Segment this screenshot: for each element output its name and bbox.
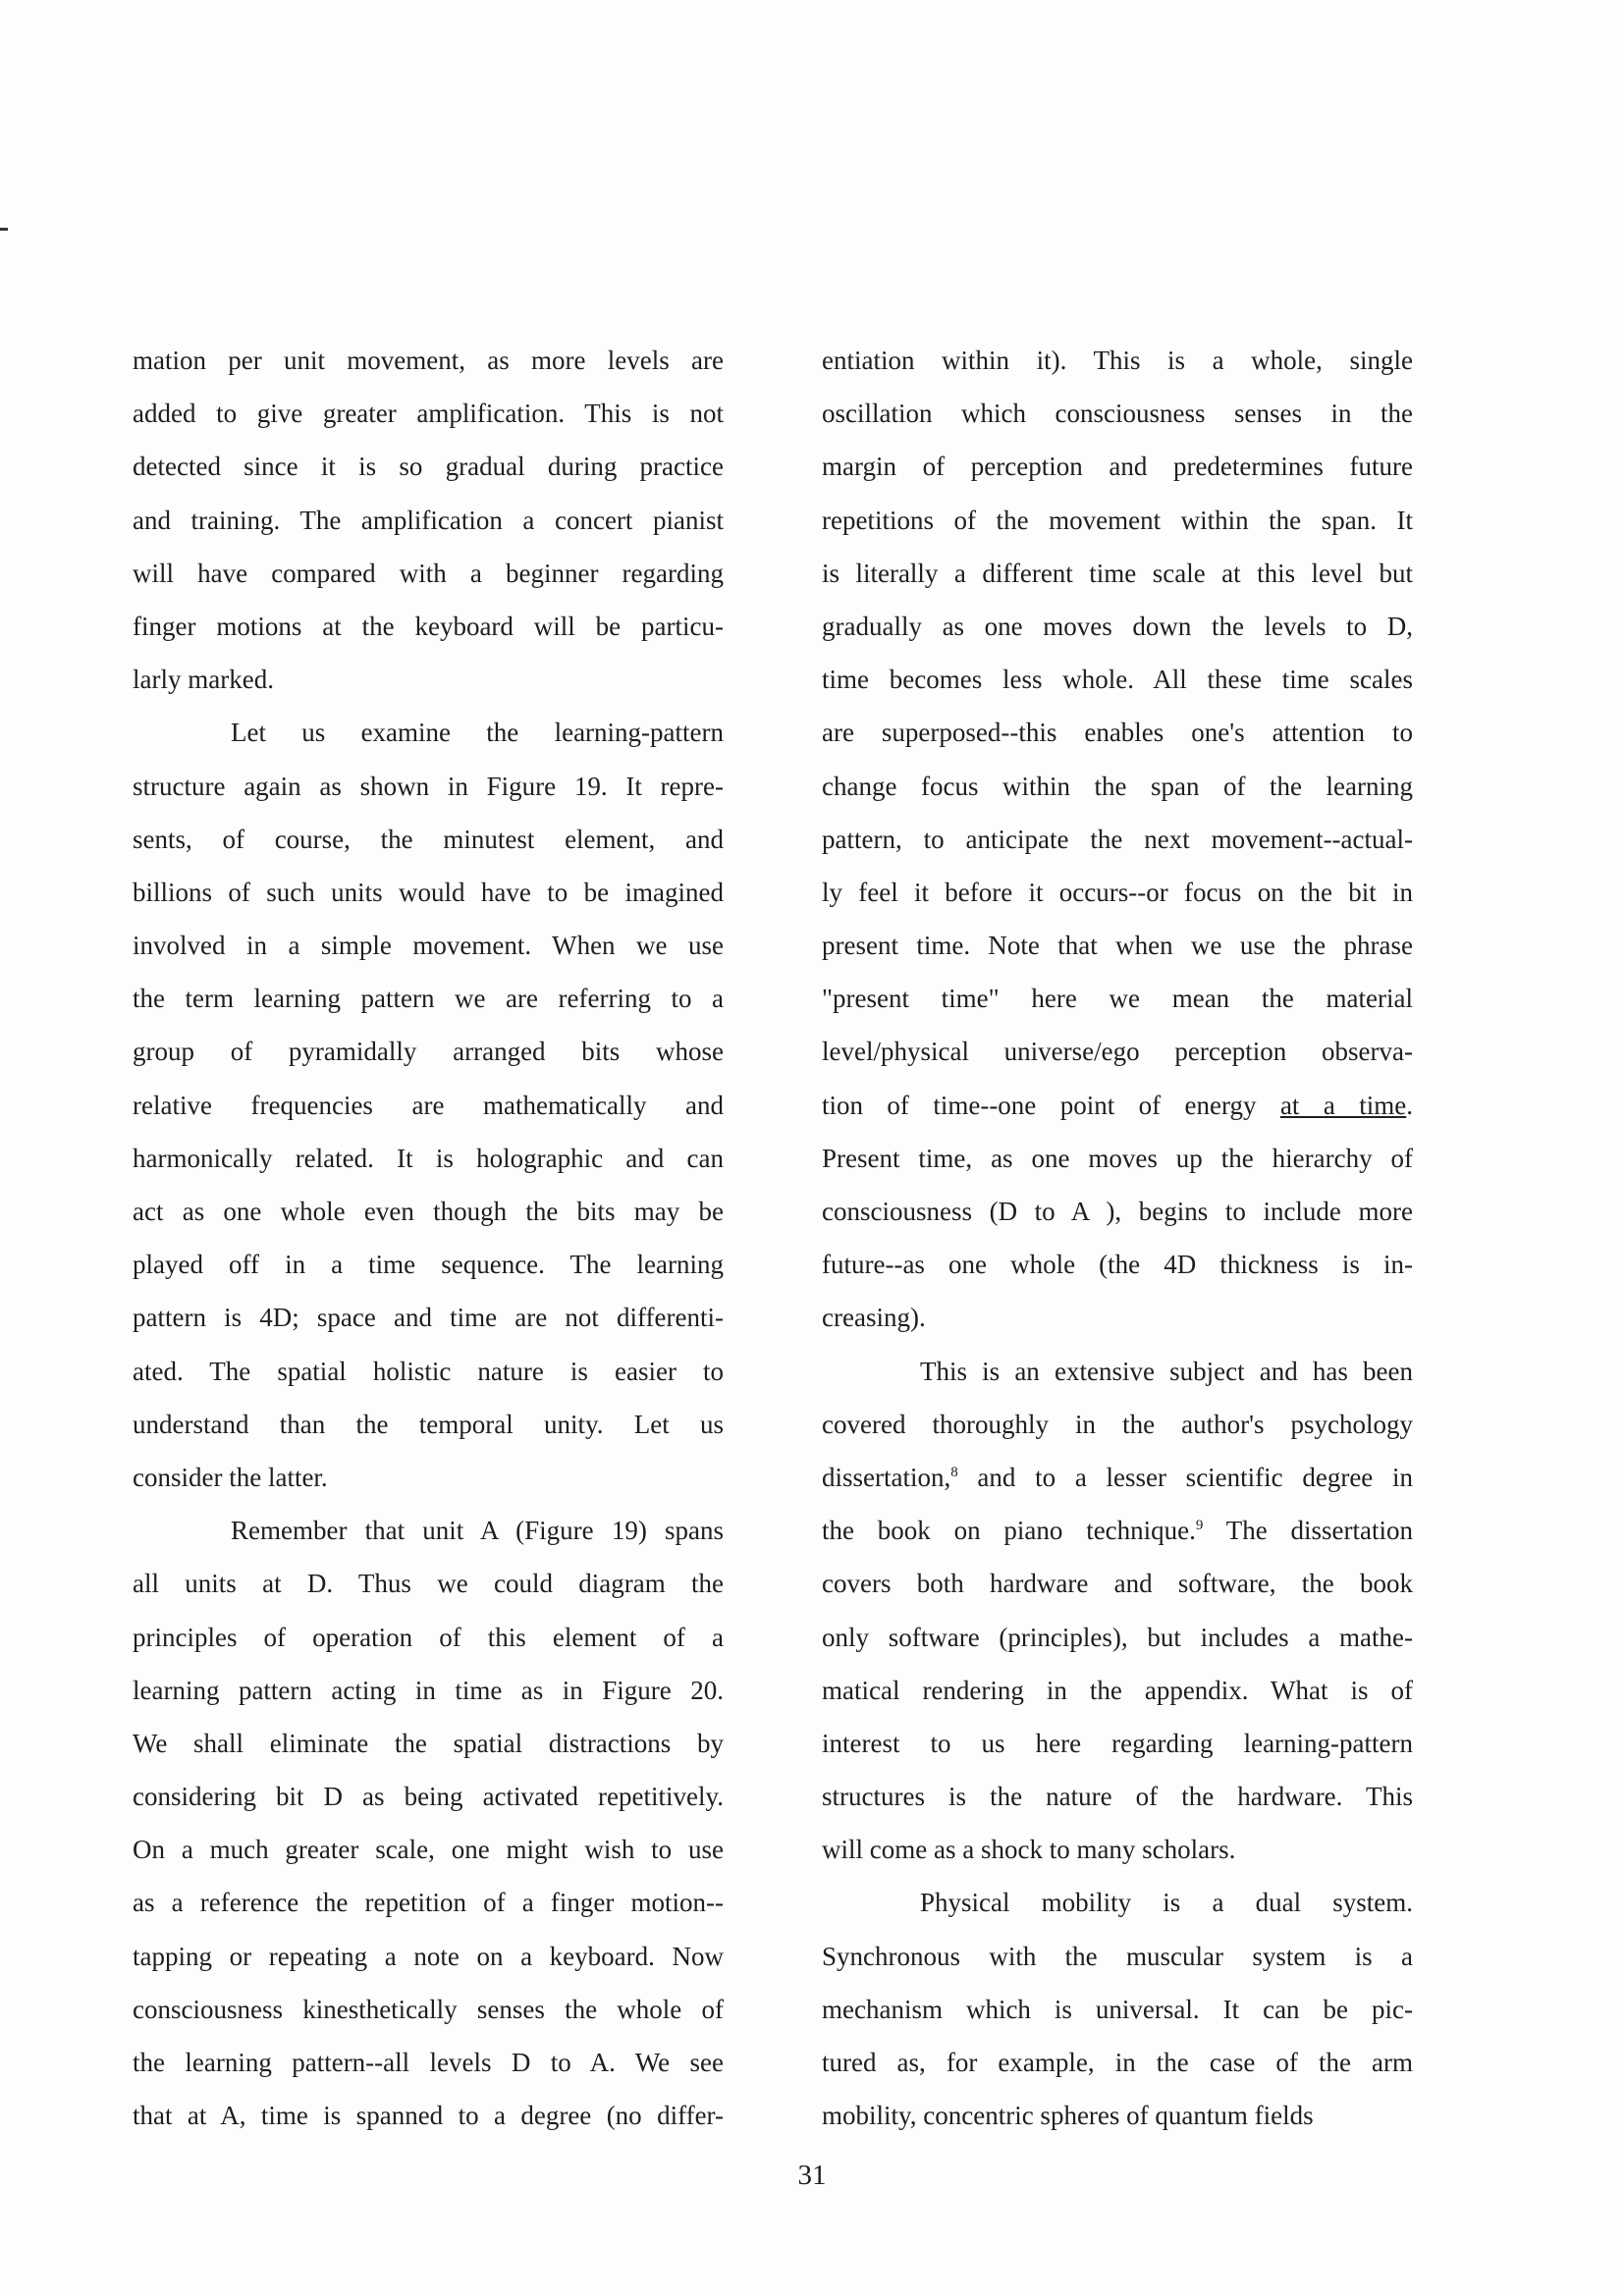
text-line: Present time, as one moves up the hierarchy of (822, 1143, 1413, 1173)
text-line: mobility, concentric spheres of quantum fields (822, 2101, 1314, 2131)
text-line: involved in a simple movement. When we use (133, 931, 724, 961)
text-line: pattern, to anticipate the next movement--actual- (822, 824, 1413, 854)
text-line: ly feel it before it occurs--or focus on the bit in (822, 877, 1413, 907)
text-line: is literally a different time scale at this level but (822, 558, 1413, 588)
text-segment: The dissertation (1203, 1516, 1413, 1546)
text-line: tured as, for example, in the case of the arm (822, 2048, 1413, 2077)
text-line (822, 1451, 1413, 1504)
text-line: matical rendering in the appendix. What is of (822, 1675, 1413, 1705)
text-line: covered thoroughly in the author's psychology (822, 1409, 1413, 1439)
text-line: that at A, time is spanned to a degree (no differ- (133, 2101, 724, 2131)
text-line: structure again as shown in Figure 19. It repre- (133, 771, 724, 801)
text-line: finger motions at the keyboard will be particu- (133, 611, 724, 641)
text-line: consciousness kinesthetically senses the whole of (133, 1994, 724, 2024)
text-line: mation per unit movement, as more levels are (133, 346, 724, 375)
text-line: entiation within it). This is a whole, single (822, 346, 1413, 375)
text-line: We shall eliminate the spatial distractions by (133, 1728, 724, 1758)
text-line: This is an extensive subject and has been (920, 1356, 1413, 1386)
text-line: covers both hardware and software, the book (822, 1569, 1413, 1599)
text-line: and training. The amplification a concert pianist (133, 505, 724, 535)
text-segment: and to a lesser scientific degree in (957, 1462, 1413, 1492)
text-line: played off in a time sequence. The learning (133, 1250, 724, 1280)
text-line: consciousness (D to A ), begins to include more (822, 1197, 1413, 1226)
text-line: On a much greater scale, one might wish to use (133, 1835, 724, 1865)
right-column (822, 334, 1413, 2142)
text-line: ated. The spatial holistic nature is easier to (133, 1356, 724, 1386)
text-line: oscillation which consciousness senses in the (822, 399, 1413, 429)
text-line: will have compared with a beginner regarding (133, 558, 724, 588)
text-line: gradually as one moves down the levels to D, (822, 611, 1413, 641)
scan-margin-mark (0, 228, 8, 231)
text-line: interest to us here regarding learning-pattern (822, 1728, 1413, 1758)
text-line: only software (principles), but includes a mathe- (822, 1622, 1413, 1652)
footnote-reference: 8 (950, 1464, 958, 1480)
underlined-emphasis: at a time (1279, 1090, 1407, 1120)
text-line: group of pyramidally arranged bits whose (133, 1037, 724, 1067)
text-line: creasing). (822, 1303, 926, 1333)
text-line: all units at D. Thus we could diagram the (133, 1569, 724, 1599)
text-line (822, 1504, 1413, 1557)
text-line: sents, of course, the minutest element, and (133, 824, 724, 854)
text-segment: the book on piano technique. (822, 1516, 1196, 1546)
text-line: future--as one whole (the 4D thickness is in- (822, 1250, 1413, 1280)
text-line: consider the latter. (133, 1462, 328, 1492)
text-line (822, 1079, 1413, 1132)
text-segment: tion of time--one point of energy (822, 1090, 1280, 1120)
text-line: the learning pattern--all levels D to A. We see (133, 2048, 724, 2077)
text-line: the term learning pattern we are referring to a (133, 984, 724, 1014)
text-line: detected since it is so gradual during practice (133, 452, 724, 482)
text-line: tapping or repeating a note on a keyboard. Now (133, 1941, 724, 1971)
text-line: Let us examine the learning-pattern (231, 718, 724, 748)
text-line: repetitions of the movement within the span. It (822, 505, 1413, 535)
text-line: as a reference the repetition of a finger motion-- (133, 1888, 724, 1918)
text-line: harmonically related. It is holographic and can (133, 1143, 724, 1173)
text-line: change focus within the span of the learning (822, 771, 1413, 801)
text-line: margin of perception and predetermines future (822, 452, 1413, 482)
text-line: time becomes less whole. All these time scales (822, 665, 1413, 695)
left-column (133, 334, 724, 2142)
text-segment: dissertation, (822, 1462, 951, 1492)
text-segment: . (1406, 1090, 1413, 1120)
text-line: present time. Note that when we use the phrase (822, 931, 1413, 961)
text-line: mechanism which is universal. It can be pic- (822, 1994, 1413, 2024)
text-line: structures is the nature of the hardware. This (822, 1782, 1413, 1812)
text-line: larly marked. (133, 665, 274, 695)
text-line: principles of operation of this element of a (133, 1622, 724, 1652)
text-line: added to give greater amplification. This is not (133, 399, 724, 429)
page-number: 31 (797, 2160, 827, 2191)
text-line: are superposed--this enables one's attention to (822, 718, 1413, 748)
text-line: Synchronous with the muscular system is a (822, 1941, 1413, 1971)
footnote-reference: 9 (1195, 1518, 1204, 1534)
text-line: Remember that unit A (Figure 19) spans (231, 1516, 724, 1546)
text-line: relative frequencies are mathematically and (133, 1090, 724, 1120)
text-line: learning pattern acting in time as in Figure 20. (133, 1675, 724, 1705)
text-line: level/physical universe/ego perception observa- (822, 1037, 1413, 1067)
text-line: "present time" here we mean the material (822, 984, 1413, 1014)
text-line: act as one whole even though the bits may be (133, 1197, 724, 1226)
text-line: billions of such units would have to be imagined (133, 877, 724, 907)
text-line: Physical mobility is a dual system. (920, 1888, 1413, 1918)
text-line: pattern is 4D; space and time are not differenti- (133, 1303, 724, 1333)
text-line: considering bit D as being activated repetitively. (133, 1782, 724, 1812)
text-line: will come as a shock to many scholars. (822, 1835, 1236, 1865)
text-line: understand than the temporal unity. Let us (133, 1409, 724, 1439)
